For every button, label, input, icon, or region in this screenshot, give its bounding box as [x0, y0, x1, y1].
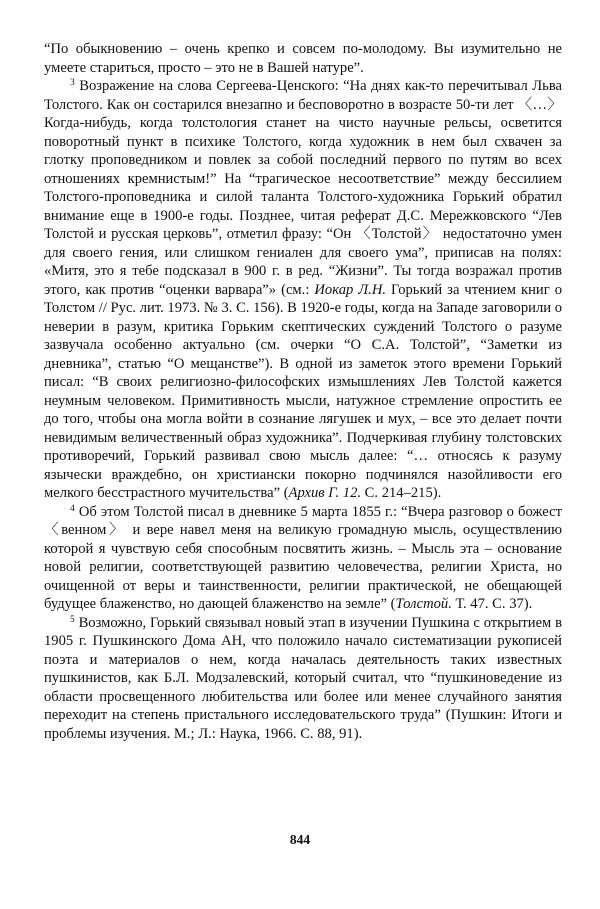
footnote-marker: 4	[70, 503, 75, 514]
footnote-marker: 3	[70, 78, 75, 88]
citation-author: Иокар Л.Н.	[314, 281, 387, 298]
footnote-5	[44, 614, 562, 744]
citation-source: Толстой.	[395, 596, 452, 612]
page-number: 844	[289, 832, 311, 847]
paragraph-text: С. 214–215).	[361, 485, 442, 501]
page-body	[44, 40, 562, 743]
paragraph-text: “По обыкновению – очень крепко и совсем по-молодому. Вы изумительно не умеете стариться, просто – это не в Вашей натуре”.	[44, 41, 562, 76]
paragraph-text: Горький за чтением книг о Толстом // Рус. лит. 1973. № 3. С. 156). В 1920-е годы, когда на Западе заговорили о неверии в разум, критика Горьким скептических суждений Толстого о разуме зазвучала особенно актуально (см. очерки “О С.А. Толстой”, “Заметки из дневника”, статью “О мещанстве”). В одной из заметок этого времени Горький писал: “В своих религиозно-философских измышлениях Лев Толстой кажется неумным человеком. Примитивность мысли, натужное стремление опростить ее до того, чтобы она могла войти в сознание лягушек и мух, – все это делает почти невидимым величественный образ художника”. Подчеркивая глубину толстовских противоречий, Горький развивал свою мысль далее: “… относясь к разуму язычески враждебно, он христиански покорно подчинялся назойливости его мелкого бесстрастного мучительства” (	[44, 281, 562, 501]
paragraph-text: Возражение на слова Сергеева-Ценского: “На днях как-то перечитывал Льва Толстого. Как он состарился внезапно и бесповоротно в возрасте 50-ти лет 〈…〉 Когда-нибудь, когда толстология станет на чисто научные рельсы, осветится поворотный пункт в психике Толстого, когда художник в нем был схвачен за глотку проповедником и повлек за собой последний первого по путям во всех отношениях кремнистым!” На “трагическое несоответствие” между бессилием Толстого-проповедника и силой таланта Толстого-художника Горький обратил внимание еще в 1900-е годы. Позднее, читая реферат Д.С. Мережковского “Лев Толстой и русская церковь”, отметил фразу: “Он 〈Толстой〉 недостаточно умен для своего гения, или слишком гениален для своего ума”, приписав на полях: «Митя, это я тебе подсказал в 900 г. в ред. “Жизни”. Ты тогда возражал против этого, как против “оценки варвара”» (см.:	[44, 78, 562, 298]
footnote-3	[44, 77, 562, 503]
footnote-4	[44, 503, 562, 614]
paragraph-text: Об этом Толстой писал в дневнике 5 марта 1855 г.: “Вчера разговор о божест〈венном〉 и вере навел меня на великую громадную мысль, осуществлению которой я чувствую себя способным посвятить жизнь. – Мысль эта – основание новой религии, соответствующей развитию человечества, религии Христа, но очищенной от веры и таинственности, религии практической, не обещающей будущее блаженство, но дающей блаженство на земле” (	[44, 503, 562, 612]
footnote-marker: 5	[70, 614, 75, 625]
paragraph-text: Возможно, Горький связывал новый этап в изучении Пушкина с открытием в 1905 г. Пушкинского Дома АН, что положило начало систематизации рукописей поэта и материалов о нем, когда началась деятельность таких известных пушкинистов, как Б.Л. Модзалевский, который считал, что “пушкиноведение из области просвещенного любительства или более или менее случайного занятия переходит на степень пристального исследовательского труда” (Пушкин: Итоги и проблемы изучения. М.; Л.: Наука, 1966. С. 88, 91).	[44, 614, 562, 742]
citation-source: Архив Г. 12.	[288, 485, 362, 501]
paragraph-text: Т. 47. С. 37).	[451, 596, 533, 612]
paragraph-continuation	[44, 40, 562, 77]
